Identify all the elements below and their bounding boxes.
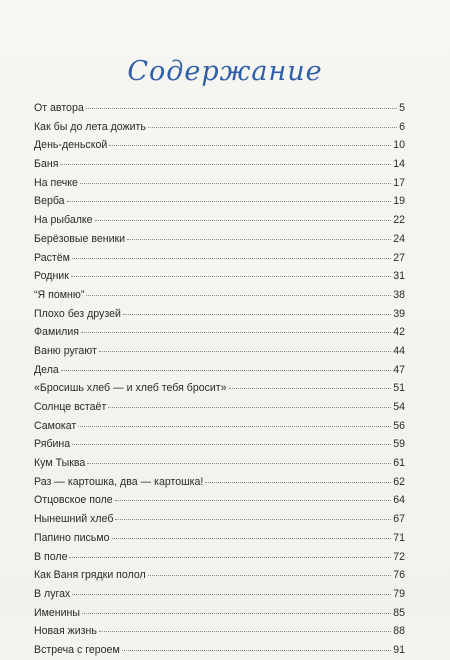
toc-entry: [34, 118, 405, 137]
toc-entry: [34, 473, 405, 492]
toc-entry-title: Как Ваня грядки полол: [34, 569, 146, 582]
dot-leader: [148, 567, 391, 576]
toc-entry: [34, 379, 405, 398]
toc-entry: [34, 585, 405, 604]
toc-entry-title: Баня: [34, 158, 59, 171]
dot-leader: [148, 119, 397, 128]
dot-leader: [122, 642, 391, 651]
toc-entry-title: Нынешний хлеб: [34, 513, 114, 526]
toc-entry: [34, 435, 405, 454]
toc-entry-page: 14: [393, 158, 405, 171]
toc-entry: [34, 136, 405, 155]
toc-entry: [34, 491, 405, 510]
toc-entry-title: На рыбалке: [34, 214, 93, 227]
toc-entry-title: Фамилия: [34, 326, 79, 339]
toc-entry-title: Берёзовые веники: [34, 232, 126, 245]
toc-entry: [34, 99, 405, 118]
toc-entry-page: 71: [393, 531, 405, 544]
dot-leader: [205, 474, 391, 483]
toc-entry-title: Раз — картошка, два — картошка!: [34, 475, 204, 488]
toc-entry-page: 42: [393, 326, 405, 339]
toc-entry-title: Как бы до лета дожить: [34, 120, 146, 133]
dot-leader: [115, 492, 392, 501]
toc-entry: [34, 342, 405, 361]
toc-entry: [34, 230, 405, 249]
dot-leader: [109, 137, 391, 146]
toc-entry-title: В поле: [34, 550, 68, 563]
toc-entry-page: 47: [393, 363, 405, 376]
toc-entry-page: 91: [393, 643, 405, 656]
toc-entry-page: 44: [393, 344, 405, 357]
toc-entry-page: 17: [393, 176, 405, 189]
dot-leader: [127, 231, 391, 240]
toc-entry-title: “Я помню”: [34, 288, 85, 301]
dot-leader: [229, 380, 392, 389]
toc-entry-page: 51: [393, 382, 405, 395]
dot-leader: [60, 156, 391, 165]
toc-entry-page: 24: [393, 232, 405, 245]
toc-entry: [34, 622, 405, 641]
toc-entry-page: 59: [393, 438, 405, 451]
toc-entry: [34, 548, 405, 567]
toc-entry-title: Папино письмо: [34, 531, 110, 544]
toc-entry-title: В лугах: [34, 587, 71, 600]
toc-entry: [34, 510, 405, 529]
toc-entry-title: Именины: [34, 606, 81, 619]
toc-entry-title: «Бросишь хлеб — и хлеб тебя бросит»: [34, 382, 227, 395]
toc-entry-page: 61: [393, 457, 405, 470]
toc-entry: [34, 155, 405, 174]
dot-leader: [86, 287, 391, 296]
dot-leader: [81, 324, 391, 333]
toc-entry-page: 27: [393, 251, 405, 264]
toc-entry-title: От автора: [34, 102, 84, 114]
toc-entry-title: Самокат: [34, 419, 77, 432]
toc-entry-page: 76: [393, 569, 405, 582]
toc-entry: [34, 174, 405, 193]
dot-leader: [115, 511, 391, 520]
toc-entry-page: 56: [393, 419, 405, 432]
toc-entry: [34, 604, 405, 623]
toc-entry-title: Растём: [34, 251, 70, 264]
toc-entry: [34, 211, 405, 230]
page-title: Содержание: [127, 56, 323, 87]
dot-leader: [123, 306, 391, 315]
toc-entry-title: Родник: [34, 270, 69, 283]
toc-entry-title: Кум Тыква: [34, 457, 86, 470]
table-of-contents: [34, 99, 405, 660]
toc-entry-title: Солнце встаёт: [34, 401, 107, 413]
toc-entry-title: Рябина: [34, 438, 71, 451]
toc-entry: [34, 641, 405, 660]
toc-entry-page: 10: [393, 139, 405, 152]
dot-leader: [80, 175, 391, 184]
toc-entry: [34, 192, 405, 211]
dot-leader: [99, 343, 391, 352]
dot-leader: [108, 399, 391, 408]
toc-entry-page: 19: [393, 195, 405, 208]
toc-entry-page: 62: [393, 475, 405, 488]
toc-entry-page: 22: [393, 214, 405, 227]
toc-entry-page: 6: [399, 120, 405, 133]
toc-entry: [34, 323, 405, 342]
toc-entry-page: 39: [393, 307, 405, 320]
toc-entry-title: Дела: [34, 363, 59, 376]
toc-entry: [34, 267, 405, 286]
toc-entry-page: 85: [393, 606, 405, 619]
toc-entry-page: 38: [393, 288, 405, 301]
dot-leader: [112, 530, 392, 539]
toc-entry-page: 64: [393, 494, 405, 507]
dot-leader: [61, 362, 391, 371]
toc-entry-title: Встреча с героем: [34, 643, 120, 656]
toc-entry-page: 54: [393, 401, 405, 413]
dot-leader: [72, 250, 391, 259]
toc-entry-page: 5: [399, 102, 405, 114]
toc-entry-title: На печке: [34, 176, 78, 189]
dot-leader: [86, 100, 397, 109]
toc-entry-page: 67: [393, 513, 405, 526]
dot-leader: [69, 549, 391, 558]
toc-entry-title: Новая жизнь: [34, 625, 97, 638]
toc-entry-title: Ваню ругают: [34, 344, 97, 357]
toc-entry: [34, 566, 405, 585]
toc-entry: [34, 286, 405, 305]
dot-leader: [71, 268, 391, 277]
dot-leader: [82, 605, 391, 614]
toc-entry-page: 72: [393, 550, 405, 563]
dot-leader: [67, 193, 392, 202]
toc-entry: [34, 398, 405, 417]
toc-entry-title: Плохо без друзей: [34, 307, 121, 320]
toc-entry: [34, 529, 405, 548]
toc-entry: [34, 305, 405, 324]
toc-entry-title: День-деньской: [34, 139, 108, 152]
toc-entry-title: Верба: [34, 195, 65, 208]
dot-leader: [87, 455, 391, 464]
toc-entry: [34, 417, 405, 436]
toc-entry-page: 79: [393, 587, 405, 600]
toc-entry: [34, 454, 405, 473]
dot-leader: [72, 436, 391, 445]
dot-leader: [95, 212, 392, 221]
toc-entry-title: Отцовское поле: [34, 494, 113, 507]
dot-leader: [99, 623, 391, 632]
toc-entry-page: 88: [393, 625, 405, 638]
dot-leader: [78, 418, 391, 427]
dot-leader: [72, 586, 391, 595]
toc-entry-page: 31: [393, 270, 405, 283]
toc-entry: [34, 249, 405, 268]
toc-entry: [34, 361, 405, 380]
